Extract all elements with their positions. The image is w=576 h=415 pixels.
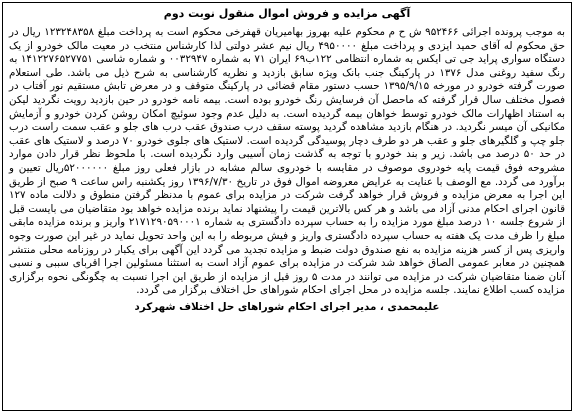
notice-title: آگهی مزایده و فروش اموال منقول نوبت دوم: [163, 7, 411, 20]
notice-body: به موجب پرونده اجرائی ۹۵۲۴۶۶ ش ح م محکوم علیه بهروز بهامیریان قهفرخی محکوم است به پرداخت مبلغ ۱۲۳۲۴۸۳۵۸ ریال در حق محکوم له آقای حمید ایزدی و پرداخت مبلغ ۴۹۵۰۰۰۰ ریال نیم عشر دولتی لذا کارشناس منتخب در معیت مالک خودرو از یک دستگاه سواری پراید جی تی ایکس به شماره انتظامی ۱۲۲ب۶۹ ایران ۷۱ به شماره ۰۰۳۲۹۴۷ و شماره شاسی ۱۴۱۲۲۷۶۵۲۷۷۵۱ به رنگ سفید روغنی مدل ۱۳۷۶ در پارکینگ جنب بانک ویژه سابق بازدید و نظریه کارشناسی به شرح ذیل می باشد. طی استعلام صورت گرفته خودرو در مورخه ۱۳۹۵/۹/۱۵ حسب دستور مقام قضائی در پارکینگ متوقف و در معرض تابش مستقیم نور آفتاب در فصول مختلف سال قرار گرفته که ماحصل آن فرسایش رنگ خودرو بوده است. بیمه نامه خودرو در حین بازدید رویت نگردید لیکن به استناد اظهارات مالک خودرو توسط خواهان بیمه گردیده است. به دلیل عدم وجود سوئیچ امکان روشن کردن خودرو و آزمایش مکانیکی آن میسر نگردید. در هنگام بازدید مشاهده گردید پوسته سقف درب صندوق عقب درب های جلو و عقب سمت راست درب جلو چپ و گلگیرهای جلو و عقب هر دو طرف دچار پوسیدگی گردیده است. لاستیک های جلوی خودرو ۷۰ درصد و لاستیک های عقب در حد ۵۰ درصد می باشد. زیر و بند خودرو با توجه به گذشت زمان آسیبی وارد نگردیده است. با ملحوظ نظر قرار دادن موارد مشروحه فوق قیمت پایه خودروی موصوف در مقایسه با خودروی سالم مشابه در بازار فعلی روز مبلغ ۵۲۰۰۰۰۰۰ریال تعیین و برآورد می گردد. مع الوصف با عنایت به عرایض معروضه اموال فوق در تاریخ ۱۳۹۶/۷/۳۰ روز یکشنبه راس ساعت ۹ صبح از طریق این اجرا به معرض مزایده و فروش قرار خواهد گرفت شرکت در مزایده برای عموم با مدنظر گرفتن منطوق و دلالت ماده ۱۲۷ قانون اجرای احکام مدنی آزاد می باشد و هر کس بالاترین قیمت را پیشنهاد نماید برنده مزایده خواهد بود متقاضیان می بایست قبل از شروع جلسه ۱۰ درصد مبلغ مورد مزایده را به حساب سپرده دادگستری به شماره ۲۱۷۱۲۹۰۵۹۰۰۰۱ واریز و برنده مزایده مابقی مبلغ را ظرف مدت یک هفته به حساب سپرده دادگستری واریز و فیش مربوطه را به این واحد تحویل نماید در غیر این صورت وجوه واریزی پس از کسر هزینه مزایده به نفع صندوق دولت ضبط و مزایده تجدید می گردد این آگهی برای یکبار در روزنامه محلی منتشر همچنین در معابر عمومی الصاق خواهد شد شرکت در مزایده برای عموم آزاد است به استثنا مسئولین اجرا اقربای سببی و نسبی آنان ضمنا متقاضیان شرکت در مزایده می توانند در مدت ۵ روز قبل از مزایده از طریق این اجرا نسبت به چگونگی نحوه برگزاری مزایده کسب اطلاع نمایند. جلسه مزایده در محل اجرای احکام شوراهای حل اختلاف برگزار می گردد.: [9, 26, 566, 297]
notice-frame: [2, 2, 572, 411]
notice-signature: علیمحمدی ، مدیر اجرای احکام شوراهای حل اختلاف شهرکرد: [134, 300, 440, 313]
